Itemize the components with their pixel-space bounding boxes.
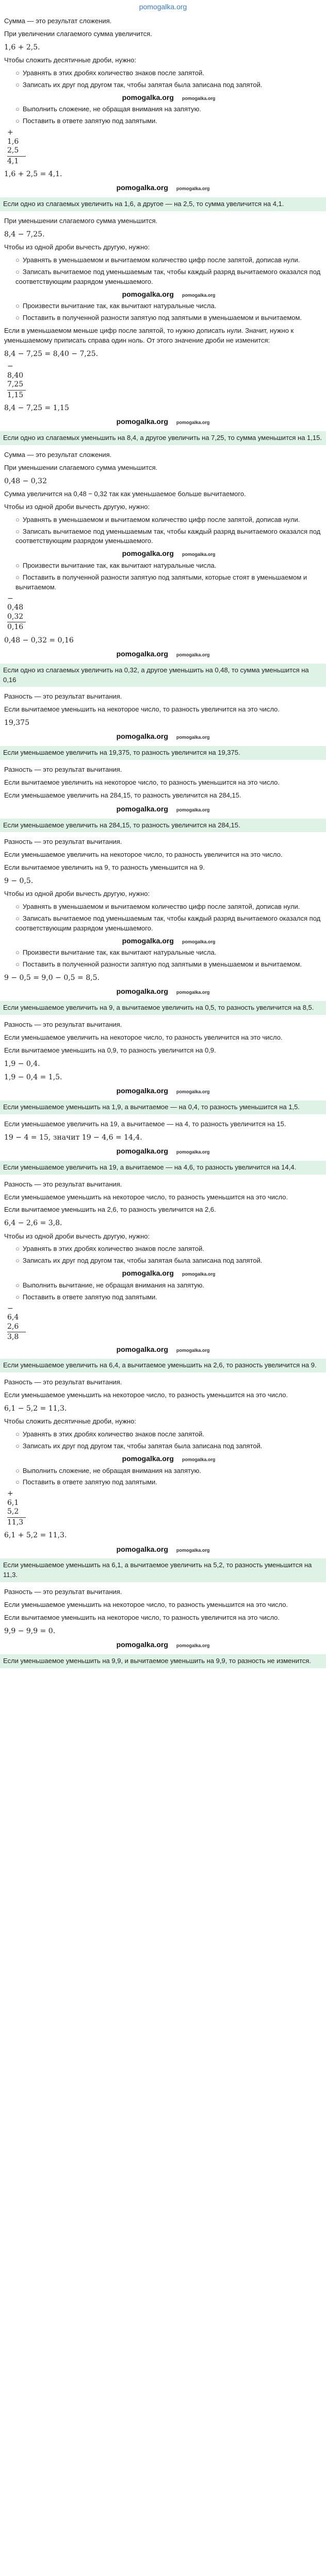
watermark-row: [15, 548, 322, 559]
column-number: 11,3: [7, 1518, 24, 1527]
watermark-logo: pomogalka.org: [182, 1272, 216, 1277]
solution-section: [4, 1587, 322, 1668]
watermark-row: [15, 1453, 322, 1464]
column-number: 1,15: [7, 391, 24, 399]
watermark-row: [4, 1639, 322, 1650]
rule-item: ○ Произвести вычитание так, как вычитают натуральные числа.: [15, 948, 322, 958]
answer-box: Если одно из слагаемых увеличить на 1,6, а другое — на 2,5, то сумма увеличится на 4,1.: [0, 197, 326, 211]
watermark-logo: pomogalka.org: [116, 417, 168, 426]
solution-section: [4, 1120, 322, 1175]
watermark-row: [15, 1268, 322, 1279]
intro-text: Если уменьшаемое увеличить на 284,15, то разность увеличится на 284,15.: [4, 791, 241, 799]
column-operator: −: [7, 594, 13, 603]
watermark-logo: pomogalka.org: [116, 732, 168, 741]
rules-list: [4, 69, 322, 126]
column-number: 4,1: [7, 157, 19, 165]
rules-list: [4, 1430, 322, 1487]
intro-text: Разность — это результат вычитания.: [4, 1180, 122, 1188]
watermark-row: [4, 1344, 322, 1355]
watermark-row: [4, 649, 322, 659]
watermark-logo: pomogalka.org: [176, 990, 210, 995]
intro-text: Сумма — это результат сложения.: [4, 17, 112, 25]
rule-item: ○ Выполнить сложение, не обращая внимания на запятую.: [15, 1466, 322, 1476]
watermark-logo: pomogalka.org: [176, 735, 210, 740]
intro-text: Сумма — это результат сложения.: [4, 451, 112, 459]
column-number: 6,4: [7, 1313, 19, 1322]
column-number: 0,16: [7, 623, 24, 632]
rules-list: [4, 902, 322, 970]
solution-section: [4, 1180, 322, 1373]
rule-item: ○ Произвести вычитание так, как вычитают натуральные числа.: [15, 301, 322, 311]
rules-list: [4, 256, 322, 323]
site-header[interactable]: [0, 0, 326, 13]
watermark-logo: pomogalka.org: [176, 652, 210, 657]
watermark-row: [4, 1544, 322, 1555]
intro-text: Если вычитаемое увеличить на 9, то разность уменьшится на 9.: [4, 863, 205, 872]
rule-item: ○ Поставить в полученной разности запятую под запятыми в уменьшаемом и вычитаемом.: [15, 960, 322, 970]
watermark-row: [4, 416, 322, 427]
watermark-logo: pomogalka.org: [176, 1547, 210, 1553]
answer-box: Если уменьшаемое уменьшить на 6,1, а вычитаемое увеличить на 5,2, то разность уменьшится на 11,3.: [0, 1558, 326, 1582]
answer-box: Если уменьшаемое увеличить на 284,15, то разность увеличится на 284,15.: [0, 819, 326, 833]
watermark-row: [4, 182, 322, 193]
column-calculation: [7, 128, 322, 166]
equation: 1,6 + 2,5.: [4, 43, 40, 52]
watermark-logo: pomogalka.org: [182, 292, 216, 298]
answer-box: Если уменьшаемое увеличить на 19, а вычитаемое — на 4,6, то разность увеличится на 14,4.: [0, 1161, 326, 1175]
watermark-logo: pomogalka.org: [176, 1149, 210, 1155]
watermark-logo: pomogalka.org: [116, 1087, 168, 1095]
rules-heading: Чтобы сложить десятичные дроби, нужно:: [4, 1417, 136, 1426]
column-rule: [7, 156, 26, 157]
rule-item: ○ Уравнять в этих дробях количество знаков после запятой.: [15, 69, 322, 78]
rule-item: ○ Выполнить сложение, не обращая внимания на запятую.: [15, 105, 322, 114]
rule-item: ○ Уравнять в этих дробях количество знаков после запятой.: [15, 1244, 322, 1254]
column-number: 6,1: [7, 1498, 19, 1507]
solution-section: [4, 765, 322, 832]
result-equation: 9 − 0,5 = 9,0 − 0,5 = 8,5.: [4, 974, 100, 982]
rule-item: ○ Записать вычитаемое под уменьшаемым так, чтобы каждый разряд вычитаемого оказался под соответствующим разрядом уменьшаемого.: [15, 527, 322, 547]
result-equation: 6,1 + 5,2 = 11,3.: [4, 1531, 67, 1540]
watermark-row: [4, 986, 322, 997]
answer-box: Если уменьшаемое увеличить на 19,375, то разность увеличится на 19,375.: [0, 746, 326, 760]
rules-heading: Чтобы из одной дроби вычесть другую, нужно:: [4, 502, 150, 511]
solution-section: [4, 1020, 322, 1114]
watermark-logo: pomogalka.org: [116, 183, 168, 192]
column-number: 0,32: [7, 612, 24, 621]
column-number: 1,6: [7, 137, 19, 146]
watermark-logo: pomogalka.org: [176, 1347, 210, 1353]
answer-box: Если уменьшаемое уменьшить на 1,9, а вычитаемое — на 0,4, то разность уменьшится на 1,5.: [0, 1100, 326, 1114]
equation: 8,4 − 7,25.: [4, 230, 45, 239]
equation: 9,9 − 9,9 = 0.: [4, 1626, 56, 1635]
intro-text: Если уменьшаемое увеличить на 19, а вычитаемое — на 4, то разность увеличится на 15.: [4, 1120, 286, 1128]
equation: 1,9 − 0,4.: [4, 1059, 40, 1068]
watermark-logo: pomogalka.org: [116, 1345, 168, 1353]
rules-heading: Чтобы из одной дроби вычесть другую, нужно:: [4, 1232, 150, 1240]
watermark-logo: pomogalka.org: [182, 552, 216, 557]
rule-item: ○ Поставить в ответе запятую под запятыми.: [15, 1293, 322, 1302]
intro-text: Если вычитаемое уменьшить на некоторое число, то разность увеличится на это число.: [4, 705, 280, 714]
column-rule: [7, 1517, 26, 1518]
rule-item: ○ Уравнять в этих дробях количество знаков после запятой.: [15, 1430, 322, 1439]
column-number: 3,8: [7, 1333, 19, 1342]
intro-text: Разность — это результат вычитания.: [4, 766, 122, 774]
equation: 19,375: [4, 719, 29, 727]
intro-text: Если вычитаемое увеличить на некоторое число, то разность уменьшится на это число.: [4, 778, 280, 786]
intro-text: Разность — это результат вычитания.: [4, 1021, 122, 1029]
equation: 6,4 − 2,6 = 3,8.: [4, 1219, 62, 1228]
watermark-row: [4, 1086, 322, 1096]
intro-text: При уменьшении слагаемого сумма уменьшится.: [4, 463, 158, 471]
column-calculation: [7, 362, 322, 400]
solution-section: [4, 450, 322, 687]
watermark-row: [4, 804, 322, 815]
solution-section: [4, 1378, 322, 1582]
intro-text: При увеличении слагаемого сумма увеличится.: [4, 29, 152, 38]
watermark-logo: pomogalka.org: [116, 1640, 168, 1649]
equation: 8,4 − 7,25 = 8,40 − 7,25.: [4, 349, 99, 358]
intro-text: Разность — это результат вычитания.: [4, 1588, 122, 1596]
watermark-logo: pomogalka.org: [116, 804, 168, 813]
watermark-row: [15, 936, 322, 946]
column-calculation: [7, 1304, 322, 1342]
rule-item: ○ Записать их друг под другом так, чтобы запятая была записана под запятой.: [15, 1256, 322, 1266]
column-rule: [7, 390, 26, 391]
equation: 0,48 − 0,32: [4, 477, 47, 485]
watermark-row: [15, 289, 322, 300]
equation: 19 − 4 = 15, значит 19 − 4,6 = 14,4.: [4, 1133, 142, 1142]
result-equation: 0,48 − 0,32 = 0,16: [4, 636, 74, 645]
watermark-logo: pomogalka.org: [122, 290, 174, 298]
result-equation: 1,9 − 0,4 = 1,5.: [4, 1073, 62, 1081]
result-equation: 1,6 + 2,5 = 4,1.: [4, 170, 62, 179]
rules-list: [4, 515, 322, 592]
watermark-logo: pomogalka.org: [176, 1642, 210, 1648]
column-operator: −: [7, 1304, 13, 1313]
watermark-logo: pomogalka.org: [176, 186, 210, 192]
solution-section: [4, 837, 322, 1015]
intro-text: Если уменьшаемое уменьшить на некоторое число, то разность уменьшится на это число.: [4, 1391, 288, 1399]
equation: 9 − 0,5.: [4, 876, 34, 885]
watermark-logo: pomogalka.org: [116, 649, 168, 658]
watermark-row: [15, 92, 322, 103]
intro-text: Разность — это результат вычитания.: [4, 838, 122, 846]
column-calculation: [7, 595, 322, 632]
watermark-logo: pomogalka.org: [176, 807, 210, 812]
solution-section: [4, 16, 322, 211]
watermark-logo: pomogalka.org: [176, 420, 210, 426]
solution-section: [4, 692, 322, 760]
equation: 6,1 − 5,2 = 11,3.: [4, 1404, 67, 1413]
answer-box: Если одно из слагаемых уменьшить на 8,4, а другое увеличить на 7,25, то сумма уменьшится на 1,15.: [0, 431, 326, 445]
rule-item: ○ Уравнять в уменьшаемом и вычитаемом количество цифр после запятой, дописав нули.: [15, 256, 322, 265]
answer-box: Если уменьшаемое увеличить на 9, а вычитаемое увеличить на 0,5, то разность увеличится на 8,5.: [0, 1001, 326, 1015]
column-operator: −: [7, 362, 13, 371]
watermark-logo: pomogalka.org: [122, 936, 174, 945]
intro-text: Если уменьшаемое увеличить на некоторое число, то разность увеличится на это число.: [4, 1033, 283, 1041]
rule-item: ○ Выполнить вычитание, не обращая внимания на запятую.: [15, 1281, 322, 1291]
site-name[interactable]: pomogalka.org: [139, 3, 187, 11]
intro-text: Если вычитаемое уменьшить на 0,9, то разность увеличится на 0,9.: [4, 1046, 216, 1054]
solution-section: [4, 216, 322, 445]
answer-box: Если уменьшаемое увеличить на 6,4, а вычитаемое уменьшить на 2,6, то разность увеличится на 9.: [0, 1359, 326, 1372]
watermark-logo: pomogalka.org: [122, 1454, 174, 1463]
watermark-logo: pomogalka.org: [176, 1089, 210, 1095]
column-number: 0,48: [7, 603, 24, 612]
rules-heading: Чтобы сложить десятичные дроби, нужно:: [4, 56, 136, 64]
rule-item: ○ Записать их друг под другом так, чтобы запятая была записана под запятой.: [15, 80, 322, 90]
watermark-logo: pomogalka.org: [182, 1456, 216, 1462]
rule-item: ○ Записать их друг под другом так, чтобы запятая была записана под запятой.: [15, 1442, 322, 1451]
rule-item: ○ Поставить в ответе запятую под запятыми.: [15, 116, 322, 126]
solution-content: [0, 16, 326, 1668]
rule-item: ○ Поставить в ответе запятую под запятыми.: [15, 1478, 322, 1487]
intro-text: При уменьшении слагаемого сумма уменьшится.: [4, 217, 158, 225]
watermark-logo: pomogalka.org: [116, 1545, 168, 1553]
intro-text: Если вычитаемое уменьшить на некоторое число, то разность увеличится на это число.: [4, 1613, 280, 1621]
rule-item: ○ Записать вычитаемое под уменьшаемым так, чтобы каждый разряд вычитаемого оказался под соответствующим разрядом уменьшаемого.: [15, 267, 322, 287]
intro-text: Если вычитаемое уменьшить на 2,6, то разность увеличится на 2,6.: [4, 1206, 216, 1214]
watermark-logo: pomogalka.org: [182, 939, 216, 944]
column-operator: +: [7, 128, 13, 137]
rule-item: ○ Уравнять в уменьшаемом и вычитаемом количество цифр после запятой, дописав нули.: [15, 902, 322, 912]
watermark-logo: pomogalka.org: [182, 95, 216, 101]
column-number: 5,2: [7, 1507, 19, 1516]
rule-item: ○ Записать вычитаемое под уменьшаемым так, чтобы каждый разряд вычитаемого оказался под соответствующим разрядом уменьшаемого.: [15, 914, 322, 934]
answer-box: Если одно из слагаемых увеличить на 0,32, а другое уменьшить на 0,48, то сумма уменьшится на 0,16: [0, 664, 326, 687]
column-number: 7,25: [7, 380, 24, 389]
note-text: Если в уменьшаемом меньше цифр после запятой, то нужно дописать нули. Значит, нужно к уменьшаемому приписать справа один ноль. От этого значение дроби не изменится:: [4, 327, 294, 344]
column-calculation: [7, 1489, 322, 1527]
watermark-logo: pomogalka.org: [122, 93, 174, 101]
watermark-logo: pomogalka.org: [122, 1269, 174, 1278]
column-number: 8,40: [7, 371, 24, 380]
rule-item: ○ Уравнять в уменьшаемом и вычитаемом количество цифр после запятой, дописав нули.: [15, 515, 322, 525]
intro-text: Если уменьшаемое уменьшить на некоторое число, то разность уменьшится на это число.: [4, 1193, 288, 1201]
rule-item: ○ Поставить в полученной разности запятую под запятыми, которые стоят в уменьшаемом и вычитаемом.: [15, 573, 322, 592]
intro-text: Если уменьшаемое уменьшить на некоторое число, то разность уменьшится на это число.: [4, 1601, 288, 1608]
column-operator: +: [7, 1489, 13, 1498]
watermark-logo: pomogalka.org: [116, 987, 168, 996]
watermark-logo: pomogalka.org: [116, 1147, 168, 1156]
column-number: 2,5: [7, 146, 19, 155]
intro-text: Разность — это результат вычитания.: [4, 692, 122, 701]
watermark-row: [4, 731, 322, 742]
watermark-row: [4, 1146, 322, 1157]
column-number: 2,6: [7, 1322, 19, 1331]
answer-box: Если уменьшаемое уменьшить на 9,9, и вычитаемое уменьшить на 9,9, то разность не изменится.: [0, 1654, 326, 1668]
result-equation: 8,4 − 7,25 = 1,15: [4, 404, 69, 413]
rules-heading: Чтобы из одной дроби вычесть другую, нужно:: [4, 890, 150, 898]
rule-item: ○ Произвести вычитание так, как вычитают натуральные числа.: [15, 561, 322, 571]
explanation-text: Сумма увеличится на 0,48 − 0,32 так как уменьшаемое больше вычитаемого.: [4, 490, 246, 498]
rules-heading: Чтобы из одной дроби вычесть другую, нужно:: [4, 243, 150, 251]
intro-text: Разность — это результат вычитания.: [4, 1378, 122, 1386]
watermark-logo: pomogalka.org: [122, 549, 174, 558]
rules-list: [4, 1244, 322, 1302]
intro-text: Если уменьшаемое увеличить на некоторое число, то разность увеличится на это число.: [4, 851, 283, 859]
rule-item: ○ Поставить в полученной разности запятую под запятыми в уменьшаемом и вычитаемом.: [15, 313, 322, 323]
